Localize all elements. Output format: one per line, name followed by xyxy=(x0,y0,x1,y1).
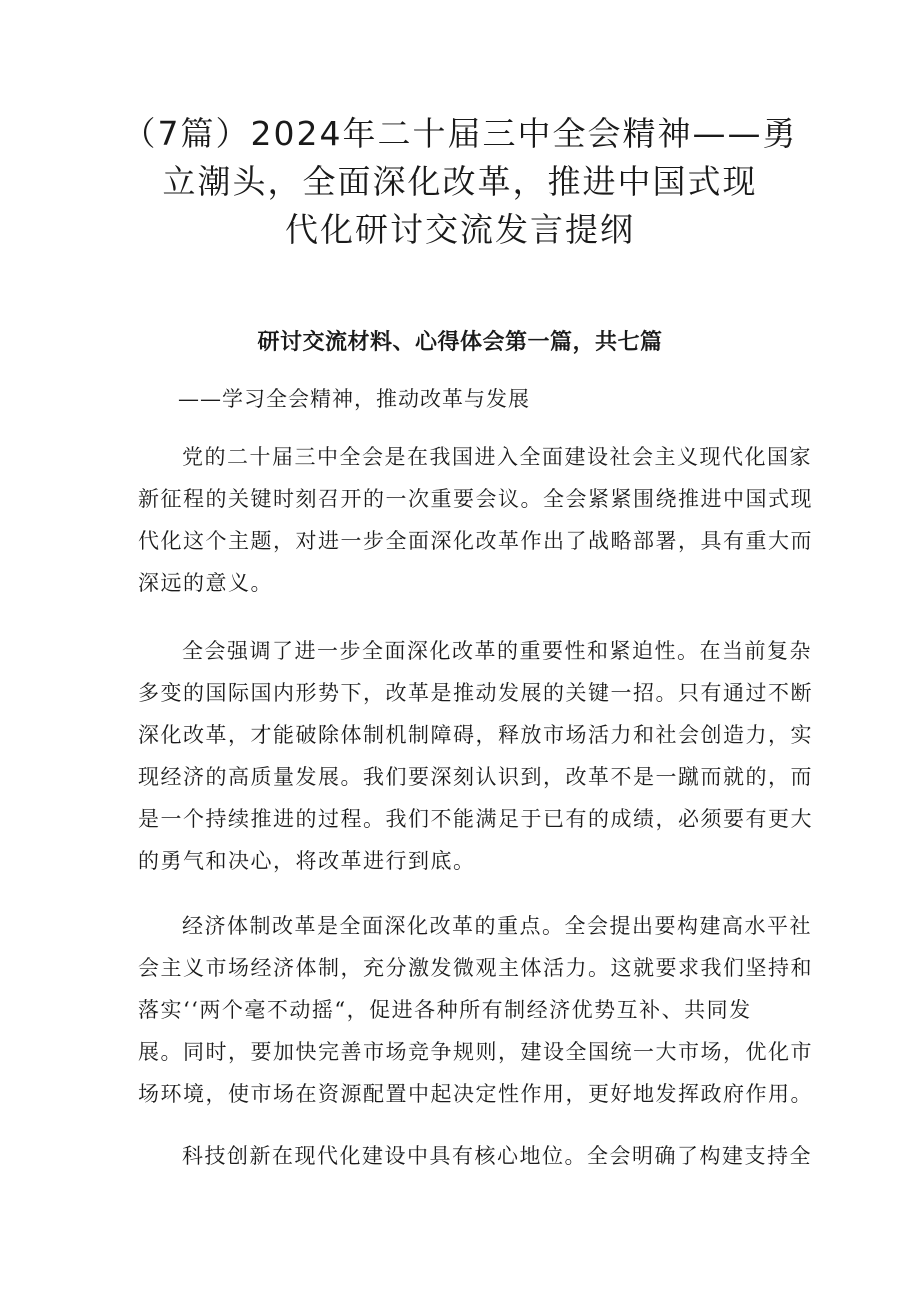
title-line: 立潮头，全面深化改革，推进中国式现 xyxy=(162,162,758,201)
paragraph-line: 的勇气和决心，将改革进行到底。 xyxy=(138,849,476,873)
paragraph-line: 深远的意义。 xyxy=(138,571,273,595)
body-paragraph xyxy=(138,905,813,1115)
body-paragraph xyxy=(138,630,813,882)
paragraph-line: 是一个持续推进的过程。我们不能满足于已有的成绩，必须要有更大 xyxy=(138,807,813,831)
paragraph-line: 党的二十届三中全会是在我国进入全面建设社会主义现代化国家 xyxy=(182,445,812,469)
document-title xyxy=(110,110,810,254)
title-line: 代化研讨交流发言提纲 xyxy=(285,210,635,249)
paragraph-line: 深化改革，才能破除体制机制障碍，释放市场活力和社会创造力，实 xyxy=(138,723,813,747)
section-tagline: ——学习全会精神，推动改革与发展 xyxy=(178,387,530,411)
paragraph-line: 科技创新在现代化建设中具有核心地位。全会明确了构建支持全 xyxy=(182,1144,812,1168)
paragraph-line: 会主义市场经济体制，充分激发微观主体活力。这就要求我们坚持和 xyxy=(138,956,813,980)
paragraph-line: 新征程的关键时刻召开的一次重要会议。全会紧紧围绕推进中国式现 xyxy=(138,487,813,511)
body-paragraph xyxy=(138,436,813,604)
paragraph-line: 场环境，使市场在资源配置中起决定性作用，更好地发挥政府作用。 xyxy=(138,1082,813,1106)
paragraph-line: 现经济的高质量发展。我们要深刻认识到，改革不是一蹴而就的，而 xyxy=(138,765,813,789)
paragraph-line: 全会强调了进一步全面深化改革的重要性和紧迫性。在当前复杂 xyxy=(182,639,812,663)
section-subtitle: 研讨交流材料、心得体会第一篇，共七篇 xyxy=(257,330,663,355)
title-line: （7篇）2024年二十届三中全会精神——勇 xyxy=(122,114,798,153)
paragraph-line: 落实‘‘两个毫不动摇“，促进各种所有制经济优势互补、共同发 xyxy=(138,998,752,1022)
body-paragraph xyxy=(138,1135,812,1177)
paragraph-line: 多变的国际国内形势下，改革是推动发展的关键一招。只有通过不断 xyxy=(138,681,813,705)
paragraph-line: 经济体制改革是全面深化改革的重点。全会提出要构建高水平社 xyxy=(182,914,812,938)
paragraph-line: 展。同时，要加快完善市场竞争规则，建设全国统一大市场，优化市 xyxy=(138,1040,813,1064)
paragraph-line: 代化这个主题，对进一步全面深化改革作出了战略部署，具有重大而 xyxy=(138,529,813,553)
